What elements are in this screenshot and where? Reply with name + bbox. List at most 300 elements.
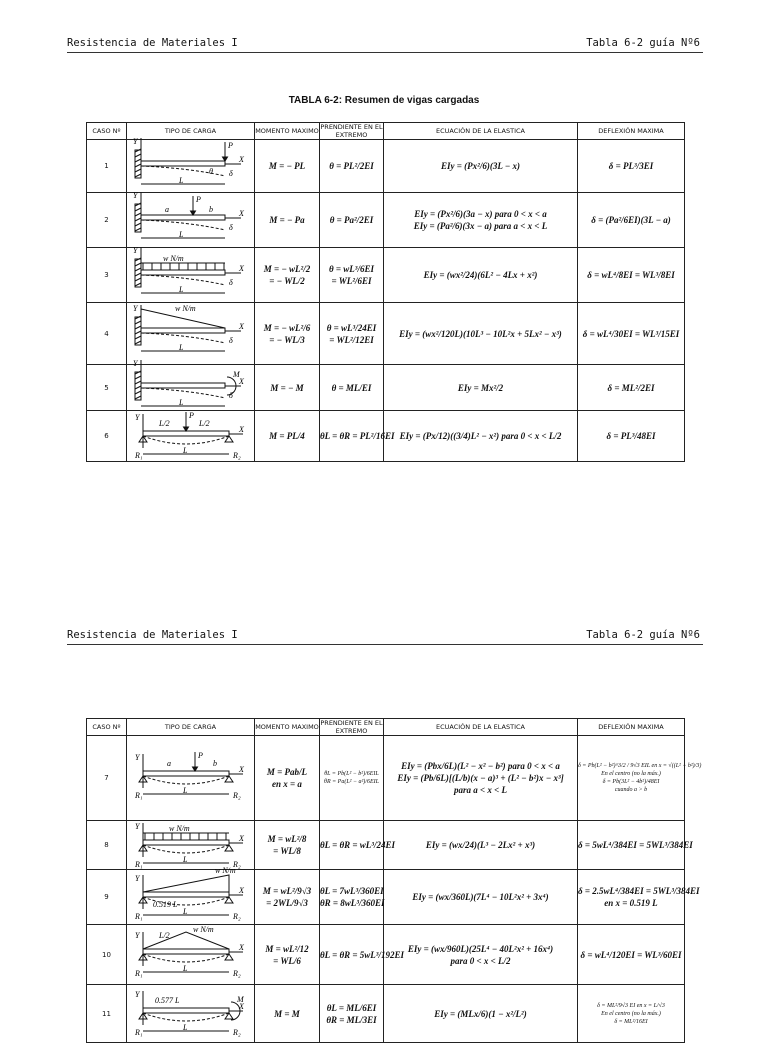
- end-slope: [320, 736, 384, 821]
- max-deflection-line: δ = Pb(L² − b²)^3/2 / 9√3 EIL en x = √((L² − b²)/3): [578, 763, 702, 769]
- y-axis-label: Y: [134, 821, 139, 831]
- elastic-equation: [384, 736, 578, 821]
- table-row: [87, 821, 685, 870]
- left-reaction-label: R₁: [134, 968, 143, 978]
- end-slope: [320, 411, 395, 462]
- beam-table-2: [86, 718, 702, 1043]
- deflection-label: δ: [228, 335, 233, 345]
- load-label: P: [195, 194, 201, 204]
- right-reaction-label: R₂: [232, 968, 241, 978]
- beam-table-1-body: [87, 136, 685, 462]
- elastic-equation-line: EIy = (wx/360L)(7L⁴ − 10L²x² + 3x⁴): [412, 892, 549, 902]
- right-reaction-label: R₂: [232, 450, 241, 460]
- triangular-load: [143, 875, 229, 892]
- elastic-equation-line: EIy = (Pbx/6L)(L² − x² − b²) para 0 < x < a: [401, 761, 560, 771]
- beam-diagram: [129, 136, 253, 192]
- x-axis-label: X: [238, 764, 244, 774]
- elastic-equation-line: EIy = (Pa²/6)(3x − a) para a < x < L: [413, 221, 548, 231]
- elastic-equation-line: EIy = (wx²/24)(6L² − 4Lx + x²): [423, 270, 538, 280]
- max-deflection-line: δ = Pb(3L² − 4b²)/48EI: [602, 779, 660, 785]
- max-deflection: [578, 140, 685, 193]
- wall-hatch: [135, 386, 141, 389]
- table-row: [87, 248, 685, 303]
- max-deflection: [578, 925, 685, 985]
- end-slope: [320, 870, 384, 925]
- load-type-diagram: [127, 821, 255, 870]
- case-number: 9: [87, 870, 127, 925]
- load-type-diagram: [127, 411, 255, 462]
- end-slope-line: θR = 8wL³/360EI: [320, 898, 385, 908]
- max-deflection: [578, 248, 685, 303]
- y-axis-label: Y: [134, 412, 139, 422]
- end-slope-line: θ = PL²/2EI: [329, 161, 374, 171]
- wall-hatch: [135, 391, 141, 394]
- beam: [143, 949, 229, 954]
- wall-hatch: [135, 376, 141, 379]
- load-label: w N/m: [174, 303, 196, 313]
- beam: [141, 383, 225, 388]
- table-row: [87, 193, 685, 248]
- triangular-load: [143, 932, 229, 949]
- left-reaction-label: R₁: [134, 859, 143, 869]
- max-moment: [255, 140, 320, 193]
- end-slope-line: θL = θR = 5wL³/192EI: [320, 949, 404, 960]
- beam-diagram: [129, 245, 253, 302]
- elastic-equation: [384, 985, 578, 1043]
- max-deflection-line: δ = 5wL⁴/384EI = 5WL³/384EI: [578, 840, 693, 850]
- col-ecuacion-2: ECUACIÓN DE LA ELASTICA: [384, 719, 578, 736]
- end-slope: [320, 140, 384, 193]
- load-label: w N/m: [192, 924, 214, 934]
- max-moment-line: = WL/6: [273, 955, 301, 966]
- end-slope-line: θL = Pb(L² − b²)/6EIL: [324, 771, 379, 777]
- elastic-equation: [384, 411, 578, 462]
- max-deflection-line: En el centro (no la máx.): [601, 771, 661, 777]
- half-label: L/2: [158, 418, 170, 428]
- wall-hatch: [135, 213, 141, 216]
- elastic-equation: [384, 193, 578, 248]
- left-reaction-label: R₁: [134, 911, 143, 921]
- end-slope-line: θR = Pa(L² − a²)/6EIL: [324, 779, 379, 785]
- wall-hatch: [135, 263, 141, 266]
- x-axis-label: X: [238, 321, 244, 331]
- col-pendiente: PRENDIENTE EN EL EXTREMO: [320, 123, 383, 139]
- case-number: 5: [87, 365, 127, 411]
- max-moment: [255, 736, 320, 821]
- wall-hatch: [135, 341, 141, 344]
- beam-diagram: [129, 865, 253, 924]
- header-course-title-2: Resistencia de Materiales I: [67, 629, 238, 641]
- max-deflection-line: En el centro (no la máx.): [601, 1010, 661, 1017]
- elastic-equation-line: EIy = (Px/12)((3/4)L² − x²) para 0 < x < L/2: [399, 431, 562, 441]
- col-ecuacion: ECUACIÓN DE LA ELASTICA: [384, 123, 578, 140]
- deflection-label: δ: [228, 168, 233, 178]
- table-row: [87, 736, 685, 821]
- beam-diagram: [129, 358, 253, 410]
- left-reaction-label: R₁: [134, 1027, 143, 1037]
- wall-hatch: [135, 381, 141, 384]
- end-slope: [320, 925, 404, 985]
- max-moment: [255, 870, 320, 925]
- max-deflection-line: δ = 2.5wL⁴/384EI = 5WL³/384EI: [578, 886, 700, 896]
- table-title: TABLA 6-2: Resumen de vigas cargadas: [288, 95, 480, 106]
- max-moment: [255, 411, 320, 462]
- end-slope-line: = WL²/6EI: [331, 276, 372, 286]
- max-deflection-line: cuando a > b: [614, 787, 648, 793]
- max-moment-line: M = − wL²/6: [263, 322, 311, 333]
- deflection-label: δ: [228, 390, 233, 400]
- max-moment: [255, 925, 320, 985]
- end-slope-line: θ = Pa²/2EI: [329, 215, 374, 225]
- right-support: [225, 776, 233, 782]
- end-slope: [320, 985, 384, 1043]
- case-number: 10: [87, 925, 127, 985]
- b-label: b: [212, 758, 217, 768]
- max-moment: [255, 985, 320, 1043]
- half-label: L/2: [158, 930, 170, 940]
- beam: [143, 840, 229, 845]
- col-deflexion-2: DEFLEXIÓN MAXIMA: [578, 719, 685, 736]
- case-number: 7: [87, 736, 127, 821]
- deflected-shape: [143, 954, 229, 962]
- deflected-shape: [143, 436, 229, 444]
- end-slope: [320, 365, 384, 411]
- point-load-arrow-head: [183, 427, 188, 431]
- max-deflection-line: δ = ML²/16EI: [614, 1018, 648, 1025]
- case-number: 11: [87, 985, 127, 1043]
- max-moment-line: = 2WL/9√3: [266, 898, 308, 908]
- beam: [141, 161, 225, 166]
- length-label: L: [178, 175, 183, 185]
- moment-label: M: [236, 994, 244, 1004]
- beam-diagram: [129, 737, 253, 820]
- table-row: [87, 411, 685, 462]
- beam-table-1: [86, 122, 685, 462]
- moment-label: M: [232, 369, 240, 379]
- load-type-diagram: [127, 303, 255, 365]
- wall-hatch: [135, 326, 141, 329]
- elastic-equation: [384, 365, 578, 411]
- elastic-equation: [384, 140, 578, 193]
- y-axis-label: Y: [134, 989, 139, 999]
- max-deflection: [578, 365, 685, 411]
- elastic-equation-line: EIy = (wx/960L)(25L⁴ − 40L²x² + 16x⁴): [407, 943, 554, 954]
- max-deflection-line: δ = ML²/2EI: [607, 382, 655, 393]
- end-slope-line: θR = ML/3EI: [326, 1014, 377, 1025]
- beam: [141, 215, 225, 220]
- page-header: [67, 33, 700, 53]
- y-axis-label: Y: [134, 752, 139, 762]
- a-label: a: [164, 204, 169, 214]
- case-number: 4: [87, 303, 127, 365]
- max-deflection: [578, 821, 693, 870]
- header-rule-2: [67, 644, 703, 645]
- case-number: 1: [87, 140, 127, 193]
- max-deflection: [578, 736, 702, 821]
- x-axis-label: X: [238, 208, 244, 218]
- table-row: [87, 870, 685, 925]
- x-axis-label: X: [238, 942, 244, 952]
- length-label: L: [182, 1022, 187, 1032]
- max-moment-line: M = Pab/L: [266, 767, 308, 777]
- max-moment-line: en x = a: [272, 779, 302, 789]
- point-load-arrow-head: [190, 211, 195, 215]
- beam: [143, 1008, 229, 1013]
- max-deflection-line: en x = 0.519 L: [604, 898, 658, 908]
- load-label: w N/m: [214, 865, 236, 875]
- x-axis-label: X: [238, 263, 244, 273]
- y-axis-label: Y: [134, 930, 139, 940]
- load-type-diagram: [127, 865, 255, 925]
- length-label: L: [178, 284, 183, 294]
- end-slope-line: θL = θR = wL³/24EI: [320, 840, 395, 850]
- load-type-diagram: [127, 736, 255, 821]
- length-label: L: [178, 229, 183, 239]
- wall-hatch: [135, 218, 141, 221]
- wall-hatch: [135, 169, 141, 172]
- max-moment-line: M = PL/4: [269, 431, 305, 441]
- max-moment: [255, 248, 320, 303]
- beam-diagram: [129, 304, 253, 364]
- max-moment-line: M = M: [274, 1008, 300, 1019]
- right-reaction-label: R₂: [232, 1027, 241, 1037]
- max-deflection-line: δ = PL³/3EI: [608, 161, 654, 171]
- max-moment-line: M = wL²/9√3: [262, 886, 312, 896]
- slope-label: θ: [208, 166, 213, 176]
- length-label: L: [178, 397, 183, 407]
- deflected-shape: [143, 1013, 229, 1021]
- max-deflection-line: δ = wL⁴/8EI = WL³/8EI: [587, 270, 675, 280]
- wall-hatch: [135, 268, 141, 271]
- max-deflection: [578, 303, 685, 365]
- max-deflection-line: δ = wL⁴/120EI = WL³/60EI: [580, 949, 682, 960]
- max-moment-line: M = − wL²/2: [263, 264, 311, 274]
- length-label: L: [182, 963, 187, 973]
- table-row: [87, 985, 685, 1043]
- wall-hatch: [135, 154, 141, 157]
- x-axis-label: X: [238, 885, 244, 895]
- elastic-equation: [384, 870, 578, 925]
- end-slope-line: θL = θR = PL²/16EI: [320, 431, 395, 441]
- right-reaction-label: R₂: [232, 859, 241, 869]
- beam: [141, 270, 225, 275]
- wall-hatch: [135, 396, 141, 399]
- point-load-arrow-head: [222, 157, 227, 161]
- half-label: L/2: [198, 418, 210, 428]
- end-slope: [320, 193, 384, 248]
- x-axis-label: X: [238, 424, 244, 434]
- max-moment: [255, 821, 320, 870]
- elastic-equation-line: para 0 < x < L/2: [450, 955, 511, 966]
- point-load-arrow-head: [192, 767, 197, 771]
- end-slope: [320, 303, 384, 365]
- length-label: L: [178, 342, 183, 352]
- elastic-equation-line: EIy = (wx/24)(L³ − 2Lx² + x³): [425, 840, 536, 850]
- load-type-diagram: [127, 358, 255, 411]
- deflected-shape: [143, 845, 229, 853]
- elastic-equation-line: EIy = (Px²/6)(3a − x) para 0 < x < a: [414, 209, 547, 219]
- elastic-equation-line: EIy = Mx²/2: [457, 382, 504, 393]
- elastic-equation: [384, 925, 578, 985]
- deflection-label: δ: [228, 277, 233, 287]
- max-moment: [255, 303, 320, 365]
- y-axis-label: Y: [132, 245, 137, 255]
- end-slope-line: θ = ML/EI: [331, 382, 372, 393]
- left-reaction-label: R₁: [134, 790, 143, 800]
- y-axis-label: Y: [134, 873, 139, 883]
- length-label: L: [182, 906, 187, 916]
- wall-hatch: [135, 223, 141, 226]
- beam: [143, 892, 229, 897]
- right-reaction-label: R₂: [232, 911, 241, 921]
- load-label: w N/m: [168, 823, 190, 833]
- elastic-equation-line: EIy = (wx²/120L)(10L³ − 10L²x + 5Lx² − x³): [399, 328, 562, 339]
- case-number: 2: [87, 193, 127, 248]
- col-tipo: TIPO DE CARGA: [127, 123, 255, 140]
- max-moment: [255, 193, 320, 248]
- load-type-diagram: [127, 245, 255, 303]
- max-deflection: [578, 985, 685, 1043]
- header-guide-ref: Tabla 6-2 guía Nº6: [586, 37, 700, 49]
- col-caso: CASO Nº: [87, 123, 127, 140]
- x-axis-label: X: [238, 1001, 244, 1011]
- max-deflection-line: δ = wL⁴/30EI = WL³/15EI: [582, 328, 680, 339]
- max-deflection-line: δ = PL³/48EI: [606, 431, 656, 441]
- y-axis-label: Y: [132, 303, 137, 313]
- a-label: a: [166, 758, 171, 768]
- right-support: [225, 436, 233, 442]
- max-deflection: [578, 411, 685, 462]
- max-deflection: [578, 870, 700, 925]
- elastic-equation-line: para a < x < L: [453, 785, 507, 795]
- load-type-diagram: [127, 190, 255, 248]
- end-slope-line: = WL²/12EI: [329, 334, 374, 345]
- max-moment-line: M = − PL: [268, 161, 306, 171]
- load-type-diagram: [127, 136, 255, 193]
- elastic-equation: [384, 248, 578, 303]
- table-row: [87, 925, 685, 985]
- page-header-2: [67, 625, 700, 645]
- x-axis-label: X: [238, 833, 244, 843]
- col-deflexion: DEFLEXIÓN MAXIMA: [578, 123, 685, 140]
- end-slope: [320, 821, 395, 870]
- header-guide-ref-2: Tabla 6-2 guía Nº6: [586, 629, 700, 641]
- end-slope-line: θL = 7wL³/360EI: [320, 886, 384, 896]
- deflected-shape: [141, 275, 225, 285]
- load-label: P: [188, 410, 194, 420]
- max-moment: [255, 365, 320, 411]
- y-axis-label: Y: [132, 136, 137, 146]
- max-moment-line: = − WL/2: [269, 276, 305, 286]
- header-rule: [67, 52, 703, 53]
- wall-hatch: [135, 228, 141, 231]
- wall-hatch: [135, 321, 141, 324]
- max-moment-line: M = wL²/8: [267, 834, 307, 844]
- end-slope-line: θL = ML/6EI: [326, 1002, 377, 1013]
- elastic-equation: [384, 303, 578, 365]
- case-number: 3: [87, 248, 127, 303]
- load-label: w N/m: [162, 253, 184, 263]
- deflected-shape: [141, 333, 225, 343]
- col-pendiente-2: PRENDIENTE EN EL EXTREMO: [320, 719, 383, 735]
- deflection-label: δ: [228, 222, 233, 232]
- x-axis-label: X: [238, 154, 244, 164]
- right-support: [225, 845, 233, 851]
- table-row: [87, 303, 685, 365]
- wall-hatch: [135, 283, 141, 286]
- right-support: [225, 897, 233, 903]
- y-axis-label: Y: [132, 190, 137, 200]
- beam-diagram: [129, 822, 253, 869]
- beam-diagram: [129, 412, 253, 461]
- wall-hatch: [135, 159, 141, 162]
- col-momento-2: MOMENTO MAXIMO: [255, 719, 320, 736]
- wall-hatch: [135, 336, 141, 339]
- max-moment-line: M = − Pa: [269, 215, 305, 225]
- beam: [143, 771, 229, 776]
- load-label: P: [227, 140, 233, 150]
- beam-diagram: [129, 190, 253, 247]
- wall-hatch: [135, 164, 141, 167]
- beam: [141, 328, 225, 333]
- max-moment-line: M = wL²/12: [265, 943, 309, 954]
- y-axis-label: Y: [132, 358, 137, 368]
- max-deflection-line: δ = (Pa²/6EI)(3L − a): [591, 215, 671, 225]
- max-position-label: 0.519 L: [152, 899, 177, 909]
- load-label: P: [197, 750, 203, 760]
- max-position-label: 0.577 L: [154, 995, 179, 1005]
- elastic-equation-line: EIy = (MLx/6)(1 − x²/L²): [434, 1008, 527, 1019]
- x-axis-label: X: [238, 376, 244, 386]
- beam-diagram: [129, 926, 253, 984]
- elastic-equation-line: EIy = (Pb/6L)[(L/b)(x − a)³ + (L² − b²)x − x³]: [397, 773, 564, 783]
- elastic-equation: [384, 821, 578, 870]
- deflected-shape: [141, 388, 225, 398]
- beam-table-2-body: [87, 736, 702, 1043]
- wall-hatch: [135, 331, 141, 334]
- length-label: L: [182, 854, 187, 864]
- table-row: [87, 140, 685, 193]
- wall-hatch: [135, 273, 141, 276]
- end-slope-line: θ = wL³/6EI: [328, 264, 374, 274]
- end-slope-line: θ = wL³/24EI: [326, 322, 377, 333]
- left-reaction-label: R₁: [134, 450, 143, 460]
- wall-hatch: [135, 174, 141, 177]
- length-label: L: [182, 785, 187, 795]
- case-number: 6: [87, 411, 127, 462]
- deflected-shape: [143, 776, 229, 784]
- case-number: 8: [87, 821, 127, 870]
- col-caso-2: CASO Nº: [87, 719, 127, 736]
- right-support: [225, 954, 233, 960]
- table-header-row-2: [87, 719, 685, 736]
- right-support: [225, 1013, 233, 1019]
- max-deflection: [578, 193, 685, 248]
- load-type-diagram: [127, 925, 255, 985]
- max-moment-line: = − WL/3: [269, 334, 305, 345]
- right-reaction-label: R₂: [232, 790, 241, 800]
- b-label: b: [208, 204, 213, 214]
- col-tipo-2: TIPO DE CARGA: [127, 719, 255, 736]
- end-slope: [320, 248, 384, 303]
- length-label: L: [182, 445, 187, 455]
- wall-hatch: [135, 278, 141, 281]
- header-course-title: Resistencia de Materiales I: [67, 37, 238, 49]
- elastic-equation-line: EIy = (Px²/6)(3L − x): [441, 161, 520, 171]
- table-row: [87, 365, 685, 411]
- load-type-diagram: [127, 985, 255, 1043]
- table-header-row: [87, 123, 685, 140]
